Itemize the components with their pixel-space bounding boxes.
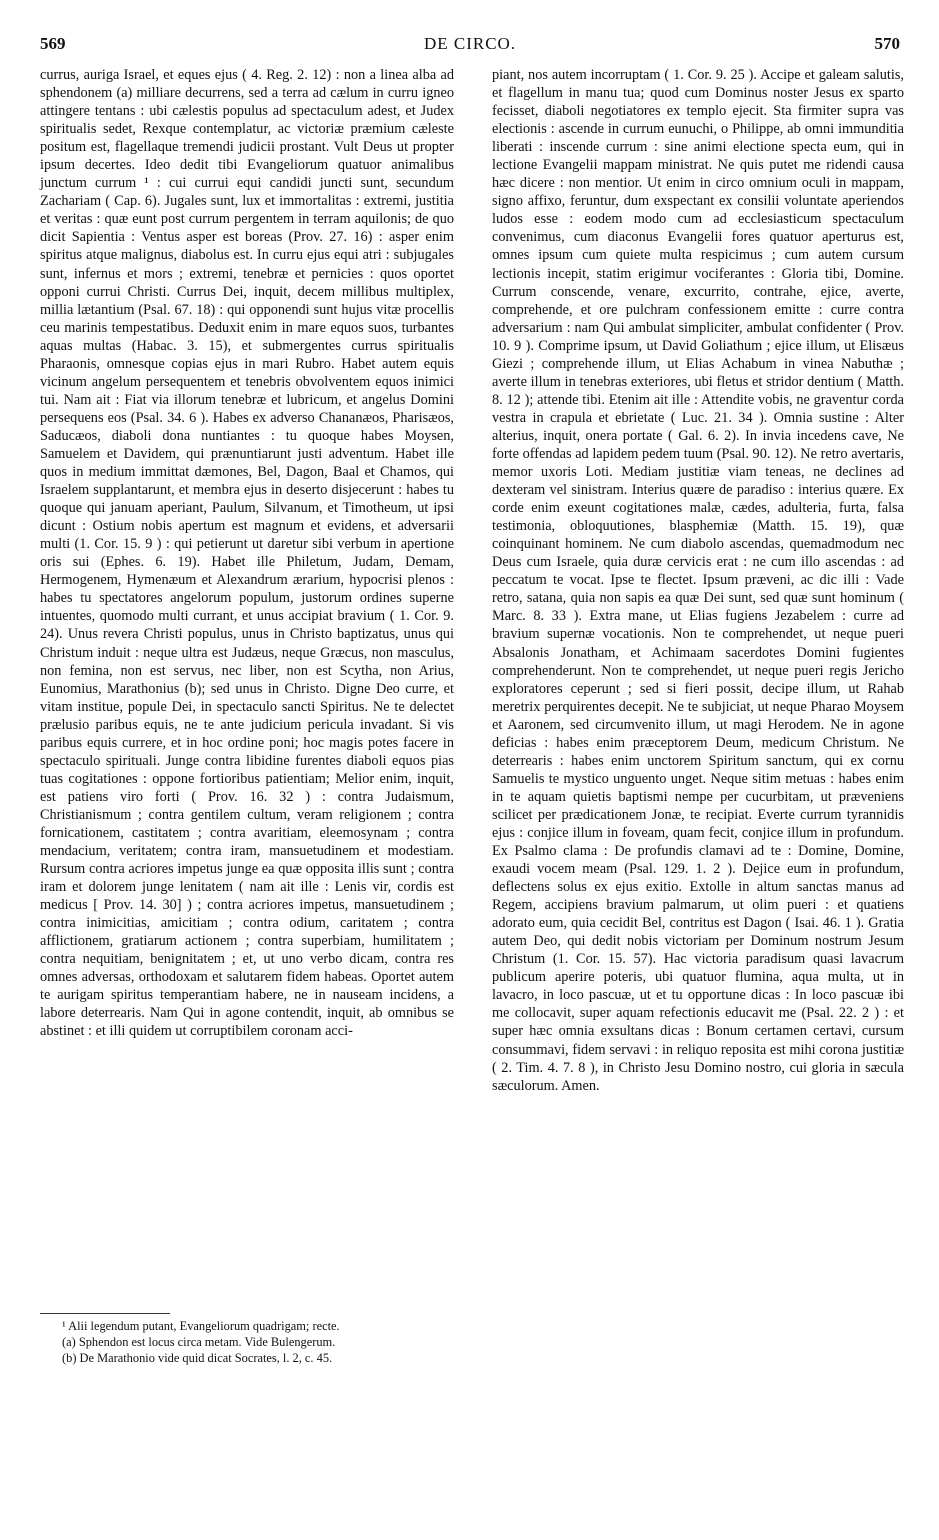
- footnote-b: (b) De Marathonio vide quid dicat Socrates, l. 2, c. 45.: [62, 1351, 333, 1365]
- footnote-1: ¹ Alii legendum putant, Evangeliorum quadrigam; recte.: [62, 1319, 340, 1333]
- right-column: [492, 66, 904, 1095]
- page-number-left: 569: [40, 34, 66, 53]
- left-column-text: currus, auriga Israel, et eques ejus ( 4. Reg. 2. 12) : non a linea alba ad sphendonem (a) milliare decurrens, sed a terra ad cælum in curru igneo attingere tentans : ubi cælestis populus ad spectaculum adest, et Judex spiritualis sedet, Rexque contemplatur, ac victoriæ præmium cæleste positum est, flagellaque tremendi judicii prostant. Vult Deus ut propter ipsum decertes. Ideo dedit tibi Evangeliorum quatuor animalibus junctum currum ¹ : cui currui equi candidi juncti sunt, secundum Zachariam ( Cap. 6). Jugales sunt, lux et immortalitas : extremi, justitia et veritas : quæ eunt post currum pergentem in terram aquilonis; de quo dicit Sapientia : Ventus asper est boreas (Prov. 27. 16) : asper enim spiritus atque malignus, diabolus est. In curru ejus equi atri : subjugales sunt, infernus et mors ; extremi, tenebræ et pernicies : quos oportet opponi currui Christi. Currus Dei, inquit, decem millibus multiplex, millia lætantium (Psal. 67. 18) : qui opponendi sunt hujus vitæ procellis ceu marinis tempestatibus. Deduxit enim in mare equos suos, turbantes aquas multas (Habac. 3. 15), et submergentes currus spiritualis Pharaonis, omnesque copias ejus in mari Rubro. Habet autem equis vicinum angelum persequentem et tenebris obvolventem equos inimici tui. Nam ait : Fiat via illorum tenebræ et lubricum, et angelus Domini persequens eos (Psal. 34. 6 ). Habes ex adverso Chananæos, Pharisæos, Saducæos, diaboli dona nuntiantes : tu quoque habes Moysen, Samuelem et Davidem, qui prænuntiarunt justi adventum. Habet ille quos in medium immittat dæmones, Bel, Dagon, Baal et Chamos, qui Israelem supplantarunt, et membra ejus in deserto disjecerunt : habes tu quoque qui januam aperiant, Paulum, Silvanum, et Timotheum, ut ipsi dicunt : Ostium nobis apertum est magnum et evidens, et adversarii multi (1. Cor. 15. 9 ) : qui petierunt ut daretur sibi verbum in apertione oris sui (Ephes. 6. 19). Habet ille Philetum, Judam, Demam, Hermogenem, Hymenæum et Alexandrum ærarium, hypocrisi plenos : habes tu spectatores angelorum populum, justorum ordines superne intuentes, quomodo multi currant, et unus accipiat bravium ( 1. Cor. 9. 24). Unus revera Christi populus, unus in Christo baptizatus, unus qui Christum induit : neque ultra est Judæus, neque Græcus, non masculus, non femina, non est servus, nec liber, non est Scytha, non Arius, Eunomius, Marathonius (b); sed unus in Christo. Digne Deo curre, et vitam institue, popule Dei, in spectaculo sancti Spiritus. Ne te delectet prælusio paribus equis, ne te ante judicium pericula invadant. Si vis paribus equis currere, et in hoc ordine poni; hoc magis potes facere in spectaculo spirituali. Junge contra libidine furentes diaboli equos pias tuas cogitationes : oppone fortioribus patientiam; Melior enim, inquit, est patiens viro forti ( Prov. 16. 32 ) : contra Judaismum, Christianismum ; contra gentilem cultum, veram religionem ; contra fornicationem, castitatem ; contra avaritiam, eleemosynam ; contra mendacium, veritatem; contra iram, mansuetudinem et modestiam. Rursum contra acriores impetus junge ea quæ opposita illis sunt ; contra iram et dolorem junge lenitatem ( nam ait ille : Lenis vir, cordis est medicus [ Prov. 14. 30] ) ; contra acriores impetus, mansuetudinem ; contra inimicitias, amicitiam ; contra odium, caritatem ; contra afflictionem, gratiarum actionem ; contra superbiam, humilitatem ; contra nequitiam, benignitatem ; et, ut uno verbo dicam, contra res omnes adversas, orthodoxam et salutarem fidem habeas. Oportet autem te aurigam spiritus temperantiam habere, ne in nauseam incidens, a labore deterrearis. Nam Qui in agone contendit, inquit, ab omnibus se abstinet : et illi quidem ut corruptibilem coronam acci-: [40, 67, 454, 1040]
- left-column: [40, 66, 454, 1041]
- running-title: DE CIRCO.: [423, 34, 517, 53]
- page-header: [40, 34, 900, 60]
- page-number-right: 570: [874, 34, 900, 53]
- footnotes: [40, 1318, 454, 1366]
- right-column-text: piant, nos autem incorruptam ( 1. Cor. 9. 25 ). Accipe et galeam salutis, et flagellum in manu tua; quod cum Dominus noster Jesus ex sparto fecisset, diaboli negotiatores ex templo ejecit. Sta firmiter supra vas electionis : ascende in currum eunuchi, o Philippe, ab omni immunditia liberati : inscende currum : sine animi electione specta eum, qui in lectione Evangelii mappam ministrat. Ne quis putet me ridendi causa hæc dicere : non mentior. Ut enim in circo omnium oculi in mappam, signo affixo, feruntur, dum exspectant ex consilii voluntate aperiendos ludos esse : eodem modo cum ad ecclesiasticum spectaculum convenimus, cum diaconus Evangelii fores quatuor aperturus est, omnes ipsum cum quiete multa respicimus ; cum autem cursum lectionis incepit, statim erigimur vociferantes : Gloria tibi, Domine. Currum conscende, venare, excurrito, contrahe, ejice, averte, comprehende, et ore pulchram confessionem emitte : curre contra adversarium : nam Qui ambulat simpliciter, ambulat confidenter ( Prov. 10. 9 ). Comprime ipsum, ut David Goliathum ; ejice illum, ut Elisæus Giezi ; comprehende illum, ut Elias Achabum in vinea Nabuthæ ; averte illum in tenebras exteriores, ubi fletus et stridor dentium ( Matth. 8. 12 ); attende tibi. Etenim ait ille : Attendite vobis, ne graventur corda vestra in crapula et ebrietate ( Luc. 21. 34 ). Omnia sustine : Alter alterius, inquit, onera portate ( Gal. 6. 2). In invia incedens cave, Ne forte offendas ad lapidem pedem tuum (Psal. 90. 12). Ne retro avertaris, memor uxoris Loti. Mediam justitiæ viam teneas, ne declines ad dexteram vel sinistram. Interius quære de paradiso : interius quære. Ex corde enim exeunt cogitationes malæ, cædes, adulteria, furta, falsa testimonia, obloquutiones, blasphemiæ (Matth. 15. 19), quæ coinquinant hominem. Ne cum diabolo ascendas, quemadmodum nec Deus cum Israele, quia duræ cervicis erat : ne cum illo ascendas : ad peccatum te vocat. Ipse te flectet. Ipsum præveni, ac dic illi : Vade retro, satana, quia non sapis ea quæ Dei sunt, sed quæ sunt hominum ( Marc. 8. 33 ). Extra mane, ut Elias fugiens Jezabelem : curre ad bravium supernæ vocationis. Non te comprehendet, ut neque pueri Absalonis Jonatham, et Achimaam sacerdotes Domini fugientes comprehenderunt. Non te comprehendet, ut neque pueri regis Jericho exploratores ceperunt ; sed si fieri possit, decipe illum, ut Rahab meretrix perquirentes decepit. Ne te subjiciat, ut neque Pharao Moysem et Aaronem, sed circumvenito illum, ut magi Herodem. Ne in agone deficias : habes enim præceptorem Deum, medicum Christum. Ne deterrearis : habes enim unctorem Spiritum sanctum, qui ex cornu Samuelis te mystico unguento unget. Neque sitim metuas : habes enim in te aquam quietis baptismi nempe per cucurbitam, ut præveniens scilicet per prædicationem Jonæ, te recipiat. Everte currum tyrannidis ejus : conjice illum in foveam, quam fecit, conjice illum in profundum. Ex Psalmo clama : De profundis clamavi ad te : Domine, Domine, exaudi vocem meam (Psal. 129. 1. 2 ). Dejice eum in profundum, deflectens solus ex ejus exitio. Extolle in altum sanctas manus ad Regem, accipiens bravium palmarum, ut olim pueri : et quatiens adorato eum, quia cecidit Bel, contritus est Dagon ( Isai. 46. 1 ). Gratia autem Deo, qui dedit nobis victoriam per Dominum nostrum Jesum Christum (1. Cor. 15. 57). Hac victoria paradisum quasi lavacrum publicum aperire poteris, ubi quatuor flumina, aqua multa, ut in lavacro, in loco pascuæ, ut et tu opportune dicas : In loco pascuæ ibi me collocavit, super aquam refectionis educavit me (Psal. 22. 2 ) : et super hæc omnia exsultans dicas : Bonum certamen certavi, cursum consummavi, fidem servavi : in reliquo reposita est mihi corona justitiæ ( 2. Tim. 4. 7. 8 ), in Christo Jesu Domino nostro, cui gloria in sæcula sæculorum. Amen.: [492, 67, 904, 1094]
- footnote-a: (a) Sphendon est locus circa metam. Vide Bulengerum.: [62, 1335, 336, 1349]
- footnote-rule: [40, 1313, 170, 1314]
